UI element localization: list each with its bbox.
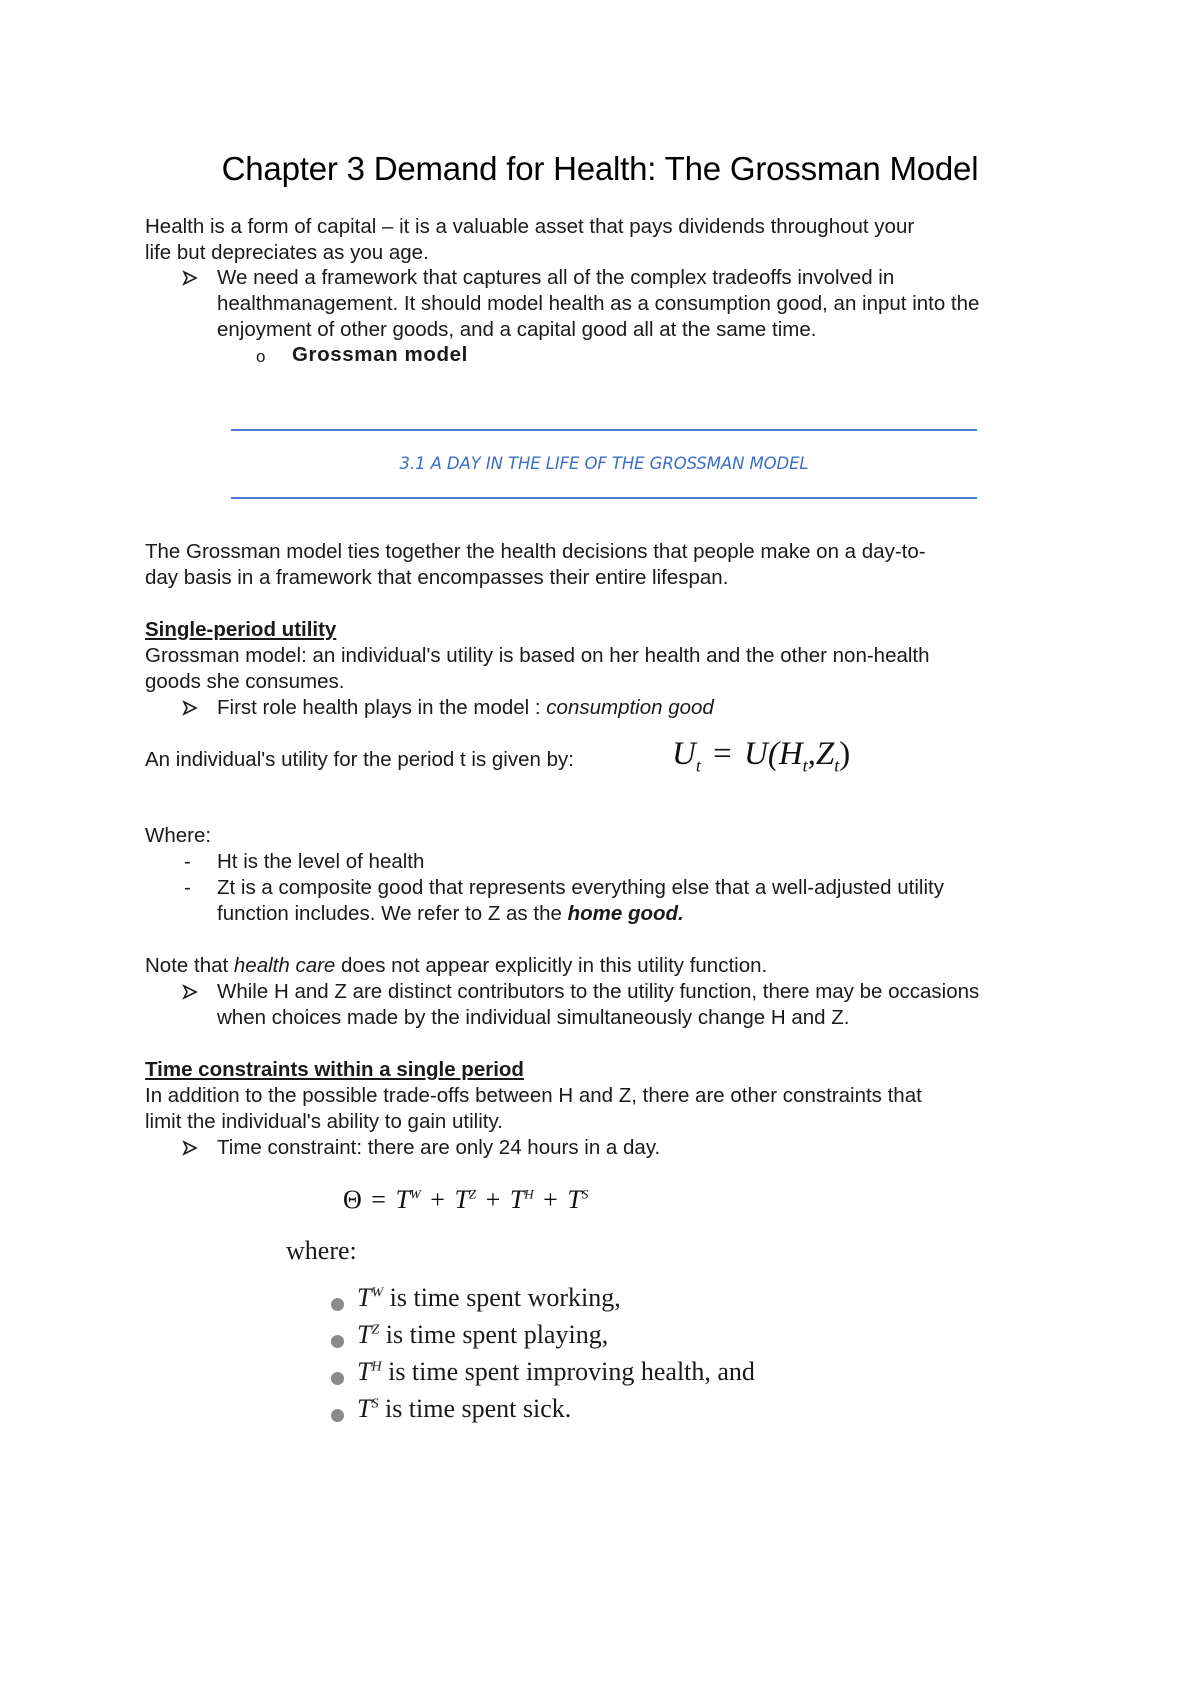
para-1-line-1: The Grossman model ties together the health decisions that people make on a day-to- [145,540,926,563]
section-heading: 3.1 A DAY IN THE LIFE OF THE GROSSMAN MODEL [399,454,809,473]
round-bullet-icon [331,1298,344,1311]
eq-sup-z: Z [468,1186,477,1202]
eq-comma: , [807,736,816,772]
item-text-health: is time spent improving health, and [381,1357,755,1386]
eq-z: Z [815,736,835,772]
eq-equals: = [371,1185,386,1214]
page-title: Chapter 3 Demand for Health: The Grossman Model [221,150,979,187]
eq-func: U( [743,736,779,772]
time-item-working: $T^W$ is time spent working, [357,1283,621,1312]
dash-marker-1: - [184,850,191,873]
arrowhead-bullet-icon [182,1140,198,1156]
eq-h: H [778,736,803,772]
note-suffix: does not appear explicitly in this utility function. [335,954,768,977]
time-item-health: $T^H$ is time spent improving health, and [357,1357,755,1386]
note-bullet-line-2: when choices made by the individual simultaneously change H and Z. [217,1006,850,1029]
eq-plus: + [543,1185,558,1214]
section-rule-top [231,429,977,431]
framework-bullet-line-1: We need a framework that captures all of the complex tradeoffs involved in [217,266,895,289]
item-sup-z: Z [371,1322,380,1338]
consumption-good-text: consumption good [546,696,714,719]
item-sup-s: S [371,1396,379,1412]
eq-sup-s: S [581,1186,589,1202]
time-item-playing: $T^Z$ is time spent playing, [357,1320,609,1349]
eq-u: U [672,736,696,772]
home-good-text: home good. [567,902,684,925]
round-bullet-icon [331,1372,344,1385]
section-rule-bottom [231,497,977,499]
round-bullet-icon [331,1335,344,1348]
arrowhead-bullet-icon [182,984,198,1000]
time-item-sick: $T^S$ is time spent sick. [357,1394,572,1423]
time-constraint-bullet: Time constraint: there are only 24 hours in a day. [217,1136,661,1159]
item-text-working: is time spent working, [383,1283,621,1312]
sub-bullet-marker: o [256,347,266,366]
eq-sup-w: W [409,1186,421,1202]
time-constraints-line-2: limit the individual's ability to gain utility. [145,1110,503,1133]
composite-line-2-text: function includes. We refer to Z as the [217,902,568,925]
time-constraints-line-1: In addition to the possible trade-offs between H and Z, there are other constraints that [145,1084,922,1107]
eq-sub-t: t [695,755,701,776]
item-text-sick: is time spent sick. [378,1394,572,1423]
eq-sup-h: H [524,1186,534,1202]
eq-t: T [509,1185,525,1214]
dash-marker-2: - [184,876,191,899]
eq-sub-t-2: t [802,755,808,776]
where-item-composite-line-2 [217,901,684,927]
eq-t: T [395,1185,410,1214]
eq-plus: + [485,1185,501,1214]
framework-bullet-line-3: enjoyment of other goods, and a capital good all at the same time. [217,318,817,341]
eq-plus: + [430,1185,445,1214]
note-bullet-line-1: While H and Z are distinct contributors to the utility function, there may be occasions [217,980,980,1003]
where-item-health: Ht is the level of health [217,850,425,873]
intro-line-2: life but depreciates as you age. [145,241,429,264]
first-role-text: First role health plays in the model : [217,696,547,719]
item-text-playing: is time spent playing, [379,1320,609,1349]
eq-close: ) [839,736,851,772]
eq-t: T [454,1185,469,1214]
item-sup-h: H [371,1359,382,1375]
intro-line-1: Health is a form of capital – it is a valuable asset that pays dividends throughout your [145,215,915,238]
item-sup-w: W [371,1285,384,1301]
first-role-bullet [217,695,714,721]
note-health-care: health care [233,954,336,977]
time-equation [343,1185,588,1215]
time-where-label: where: [286,1236,357,1265]
utility-label: An individual's utility for the period t is given by: [145,748,574,771]
note-line [145,953,767,979]
eq-theta: Θ [343,1185,362,1214]
time-constraints-heading: Time constraints within a single period [145,1058,524,1081]
framework-bullet-line-2: healthmanagement. It should model health as a consumption good, an input into the [217,292,980,315]
single-period-heading: Single-period utility [145,618,337,641]
where-item-composite-line-1: Zt is a composite good that represents everything else that a well-adjusted utility [217,876,944,899]
note-prefix: Note that [145,954,234,977]
eq-sub-t-3: t [834,755,840,776]
grossman-model-sub-bullet: Grossman model [292,343,468,366]
arrowhead-bullet-icon [182,270,198,286]
single-period-line-2: goods she consumes. [145,670,345,693]
eq-t: T [567,1185,582,1214]
eq-equals: = [713,736,732,772]
utility-equation [672,736,850,777]
single-period-line-1: Grossman model: an individual's utility is based on her health and the other non-health [145,644,930,667]
round-bullet-icon [331,1409,344,1422]
arrowhead-bullet-icon [182,700,198,716]
where-label: Where: [145,824,212,847]
para-1-line-2: day basis in a framework that encompasses their entire lifespan. [145,566,729,589]
